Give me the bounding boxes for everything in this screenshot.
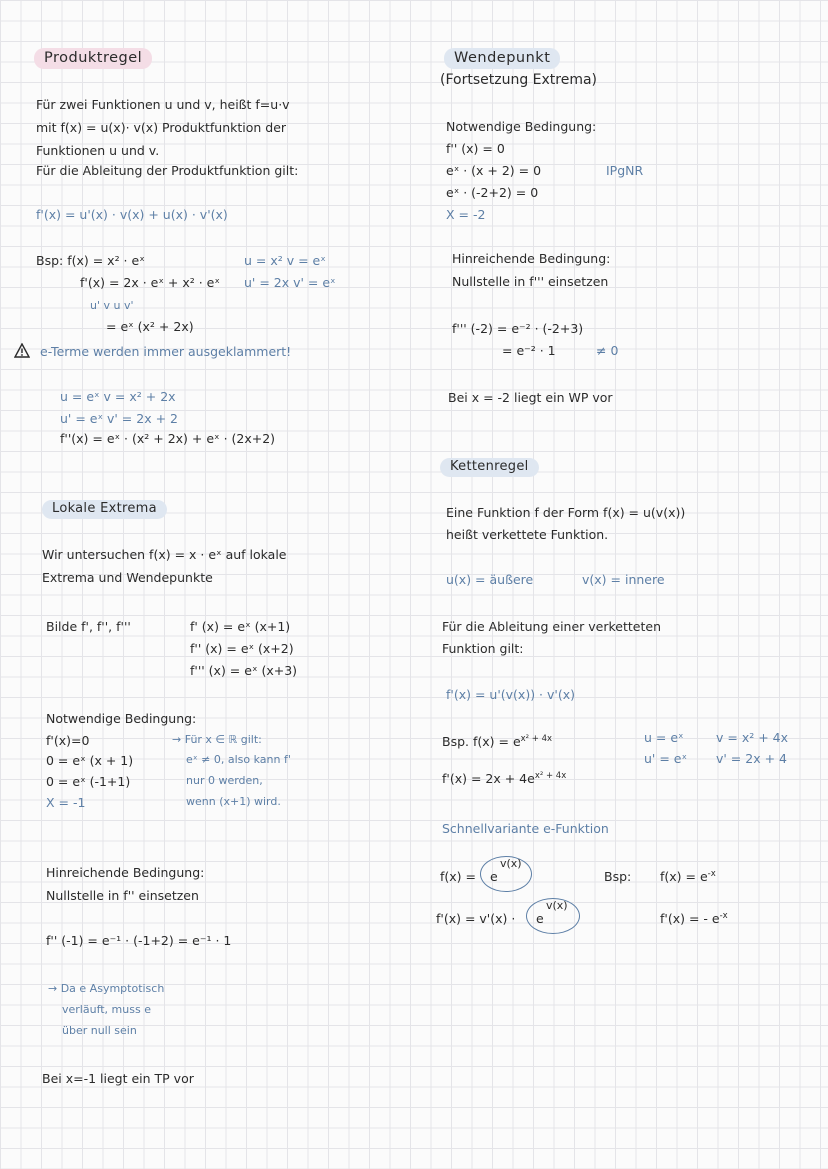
kettenregel-example-fprime-exponent: x² + 4x: [534, 771, 567, 781]
schnell-fprime-e: e: [536, 911, 544, 926]
wp-ipgnr: IPgNR: [606, 163, 644, 178]
kettenregel-abl-2: Funktion gilt:: [442, 641, 524, 656]
schnell-bsp-fprime-base: f'(x) = - e: [660, 911, 720, 927]
extrema-derivative-3: f''' (x) = eˣ (x+3): [190, 663, 298, 678]
produktregel-example-uv: u = x² v = eˣ: [244, 253, 326, 268]
wp-calc-3: ≠ 0: [596, 343, 619, 358]
produktregel-def-line2: mit f(x) = u(x)· v(x) Produktfunktion der: [36, 120, 287, 135]
produktregel-def-line4: Für die Ableitung der Produktfunktion gilt:: [36, 163, 299, 178]
schnell-bsp-f-base: f(x) = e: [660, 869, 708, 885]
wp-necessary-4: X = -2: [446, 207, 486, 222]
produktregel-def-line1: Für zwei Funktionen u und v, heißt f=u·v: [36, 97, 290, 112]
produktregel-example-uvprime: u' = 2x v' = eˣ: [244, 275, 336, 290]
extrema-asym-3: über null sein: [62, 1024, 137, 1037]
extrema-heading: Lokale Extrema: [42, 500, 167, 519]
produktregel-heading: Produktregel: [34, 48, 152, 69]
warning-text: e-Terme werden immer ausgeklammert!: [40, 344, 292, 359]
extrema-intro-line2: Extrema und Wendepunkte: [42, 570, 213, 585]
schnell-f-exponent: v(x): [500, 857, 522, 870]
extrema-necessary-heading: Notwendige Bedingung:: [46, 711, 197, 726]
extrema-sufficient-sub: Nullstelle in f'' einsetzen: [46, 888, 199, 903]
extrema-result: Bei x=-1 liegt ein TP vor: [42, 1071, 194, 1086]
kettenregel-def-2: heißt verkettete Funktion.: [446, 527, 609, 542]
extrema-asym-1: → Da e Asymptotisch: [48, 982, 165, 995]
produktregel-formula: f'(x) = u'(x) · v(x) + u(x) · v'(x): [36, 207, 228, 222]
wp-calc-2: = e⁻² · 1: [502, 343, 556, 358]
schnell-bsp-fprime-exponent: -x: [719, 911, 728, 921]
schnell-bsp-f-exponent: -x: [707, 869, 716, 879]
extrema-note-4: wenn (x+1) wird.: [186, 795, 281, 808]
kettenregel-example-f-exponent: x² + 4x: [520, 734, 553, 744]
kettenregel-example-u: u = eˣ: [644, 730, 684, 745]
kettenregel-example-fprime: [442, 772, 566, 787]
wp-result: Bei x = -2 liegt ein WP vor: [448, 390, 613, 405]
extrema-necessary-4: X = -1: [46, 795, 86, 810]
kettenregel-example-fprime-base: f'(x) = 2x + 4e: [442, 771, 535, 787]
extrema-note-1: → Für x ∈ ℝ gilt:: [172, 733, 262, 746]
schnell-fprime-label: f'(x) = v'(x) ·: [436, 911, 516, 926]
kettenregel-example-uprime: u' = eˣ: [644, 751, 688, 766]
kettenregel-heading: Kettenregel: [440, 458, 539, 477]
extrema-asym-2: verläuft, muss e: [62, 1003, 151, 1016]
produktregel-example-result: = eˣ (x² + 2x): [106, 319, 194, 334]
schnell-bsp-fprime: [660, 912, 728, 927]
wp-calc-1: f''' (-2) = e⁻² · (-2+3): [452, 321, 584, 336]
wp-necessary-1: f'' (x) = 0: [446, 141, 505, 156]
produktregel-def-line3: Funktionen u und v.: [36, 143, 160, 158]
second-example-f2: f''(x) = eˣ · (x² + 2x) + eˣ · (2x+2): [60, 431, 276, 446]
schnell-bsp-label: Bsp:: [604, 869, 632, 884]
schnell-bsp-f: [660, 870, 716, 885]
extrema-note-2: eˣ ≠ 0, also kann f': [186, 753, 291, 766]
second-example-uvprime: u' = eˣ v' = 2x + 2: [60, 411, 178, 426]
kettenregel-example-f-base: Bsp. f(x) = e: [442, 734, 521, 750]
wendepunkt-heading: Wendepunkt: [444, 48, 560, 69]
schnell-fprime-exponent: v(x): [546, 899, 568, 912]
schnell-f-label: f(x) =: [440, 869, 476, 884]
extrema-sufficient-heading: Hinreichende Bedingung:: [46, 865, 205, 880]
warning-icon: [14, 343, 30, 361]
kettenregel-formula: f'(x) = u'(v(x)) · v'(x): [446, 687, 575, 702]
wendepunkt-subtitle: (Fortsetzung Extrema): [440, 72, 598, 88]
produktregel-brace-labels: u' v u v': [90, 299, 134, 312]
kettenregel-example-vprime: v' = 2x + 4: [716, 751, 787, 766]
kettenregel-inner: v(x) = innere: [582, 572, 665, 587]
extrema-derivative-2: f'' (x) = eˣ (x+2): [190, 641, 294, 656]
second-example-uv: u = eˣ v = x² + 2x: [60, 389, 176, 404]
kettenregel-example-v: v = x² + 4x: [716, 730, 788, 745]
extrema-calc: f'' (-1) = e⁻¹ · (-1+2) = e⁻¹ · 1: [46, 933, 232, 948]
produktregel-example-f: Bsp: f(x) = x² · eˣ: [36, 253, 145, 268]
wp-sufficient-heading: Hinreichende Bedingung:: [452, 251, 611, 266]
extrema-note-3: nur 0 werden,: [186, 774, 263, 787]
kettenregel-example-f: [442, 735, 552, 750]
extrema-derivative-1: f' (x) = eˣ (x+1): [190, 619, 291, 634]
wp-sufficient-sub: Nullstelle in f''' einsetzen: [452, 274, 609, 289]
extrema-intro-line1: Wir untersuchen f(x) = x · eˣ auf lokale: [42, 547, 287, 562]
extrema-necessary-2: 0 = eˣ (x + 1): [46, 753, 134, 768]
kettenregel-outer: u(x) = äußere: [446, 572, 534, 587]
produktregel-example-fprime: f'(x) = 2x · eˣ + x² · eˣ: [80, 275, 220, 290]
extrema-necessary-1: f'(x)=0: [46, 733, 90, 748]
schnellvariante-heading: Schnellvariante e-Funktion: [442, 821, 609, 836]
kettenregel-def-1: Eine Funktion f der Form f(x) = u(v(x)): [446, 505, 686, 520]
wp-necessary-heading: Notwendige Bedingung:: [446, 119, 597, 134]
extrema-necessary-3: 0 = eˣ (-1+1): [46, 774, 131, 789]
wp-necessary-2: eˣ · (x + 2) = 0: [446, 163, 542, 178]
kettenregel-abl-1: Für die Ableitung einer verketteten: [442, 619, 661, 634]
extrema-bilde: Bilde f', f'', f''': [46, 619, 131, 634]
wp-necessary-3: eˣ · (-2+2) = 0: [446, 185, 539, 200]
schnell-f-e: e: [490, 869, 498, 884]
